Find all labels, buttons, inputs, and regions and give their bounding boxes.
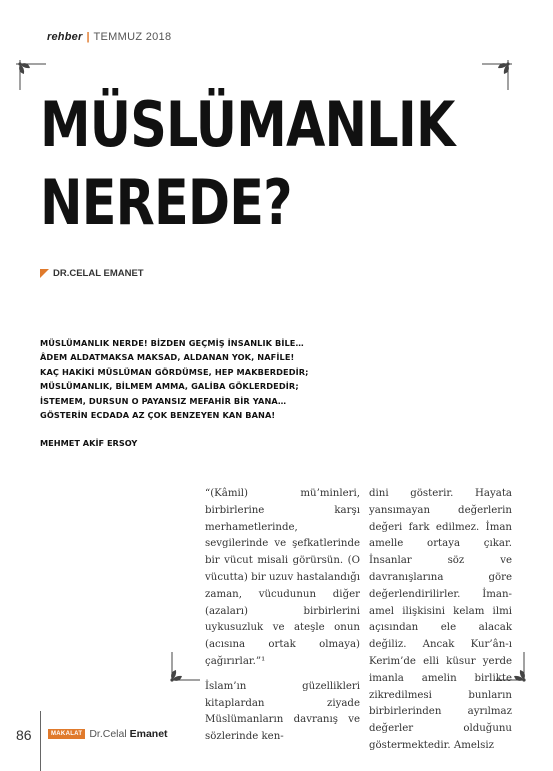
title-line-2: NEREDE? bbox=[40, 166, 292, 239]
author-byline bbox=[40, 268, 144, 279]
title-line-1: MÜSLÜMANLIK bbox=[40, 88, 455, 161]
poem-line: GÖSTERİN ECDADA AZ ÇOK BENZEYEN KAN BANA! bbox=[40, 410, 276, 421]
poem-line: MÜSLÜMANLIK NERDE! BİZDEN GEÇMİŞ İNSANLIK BİLE… bbox=[40, 338, 304, 348]
corner-ornament-bottom-left-icon bbox=[166, 650, 202, 686]
footer-divider bbox=[40, 711, 41, 771]
hadith-quote: “(Kâmil) mü’minleri, birbirlerine karşı merhametlerinde, sevgilerinde ve şefkatlerinde bir vücut misali görürsün. (O vücutta) bir uzuv hastalandığı zaman, vücudunun diğer (azaları) birbirlerini uykusuzluk ve ateşle onun (acısına ortak olmaya) çağırırlar.”¹ bbox=[205, 488, 360, 667]
magazine-logo: rehber bbox=[47, 31, 83, 43]
running-footer bbox=[48, 728, 168, 740]
poem-line: MÜSLÜMANLIK, BİLMEM AMMA, GALİBA GÖKLERDEDİR; bbox=[40, 381, 299, 392]
running-header bbox=[47, 31, 171, 43]
poem-author: MEHMET AKİF ERSOY bbox=[40, 438, 138, 448]
body-column-2 bbox=[369, 486, 512, 755]
poem-line: ÂDEM ALDATMAKSA MAKSAD, ALDANAN YOK, NAFİLE! bbox=[40, 352, 295, 363]
body-paragraph: dini gösterir. Hayata yansımayan değerlerin değeri fark edilmez. İman amelle ortaya çıkar. İnsanlar söz ve davranışlarına göre değerlendirilirler. İman-amel ilişkisini kelam ilmi açısından ele alacak değiliz. Ancak Kur’ân-ı Kerim’de elli küsur yerde imanla amelin birlikte zikredilmesi bunların birbirlerinden ayrılmaz değerler olduğunu göstermektedir. Amelsiz bbox=[369, 488, 512, 751]
header-separator: | bbox=[86, 31, 90, 43]
body-column-1 bbox=[205, 486, 360, 746]
poem-line: İSTEMEM, DURSUN O PAYANSIZ MEFAHİR BİR YANA… bbox=[40, 395, 287, 406]
article-title bbox=[40, 86, 455, 242]
footer-author bbox=[89, 728, 167, 740]
issue-date: TEMMUZ 2018 bbox=[93, 31, 172, 43]
page-number: 86 bbox=[16, 727, 32, 743]
poem-line: KAÇ HAKİKİ MÜSLÜMAN GÖRDÜMSE, HEP MAKBERDEDİR; bbox=[40, 366, 309, 377]
corner-ornament-top-right-icon bbox=[480, 58, 514, 92]
footer-author-first: Dr.Celal bbox=[89, 728, 127, 740]
body-paragraph: İslam’ın güzellikleri kitaplardan ziyade Müslümanların davranış ve sözlerinde ken- bbox=[205, 680, 360, 743]
triangle-marker-icon bbox=[40, 269, 49, 278]
author-name: DR.CELAL EMANET bbox=[53, 268, 144, 279]
footer-author-last: Emanet bbox=[129, 728, 168, 740]
section-tag: MAKALAT bbox=[48, 729, 85, 739]
epigraph-poem bbox=[40, 336, 309, 422]
